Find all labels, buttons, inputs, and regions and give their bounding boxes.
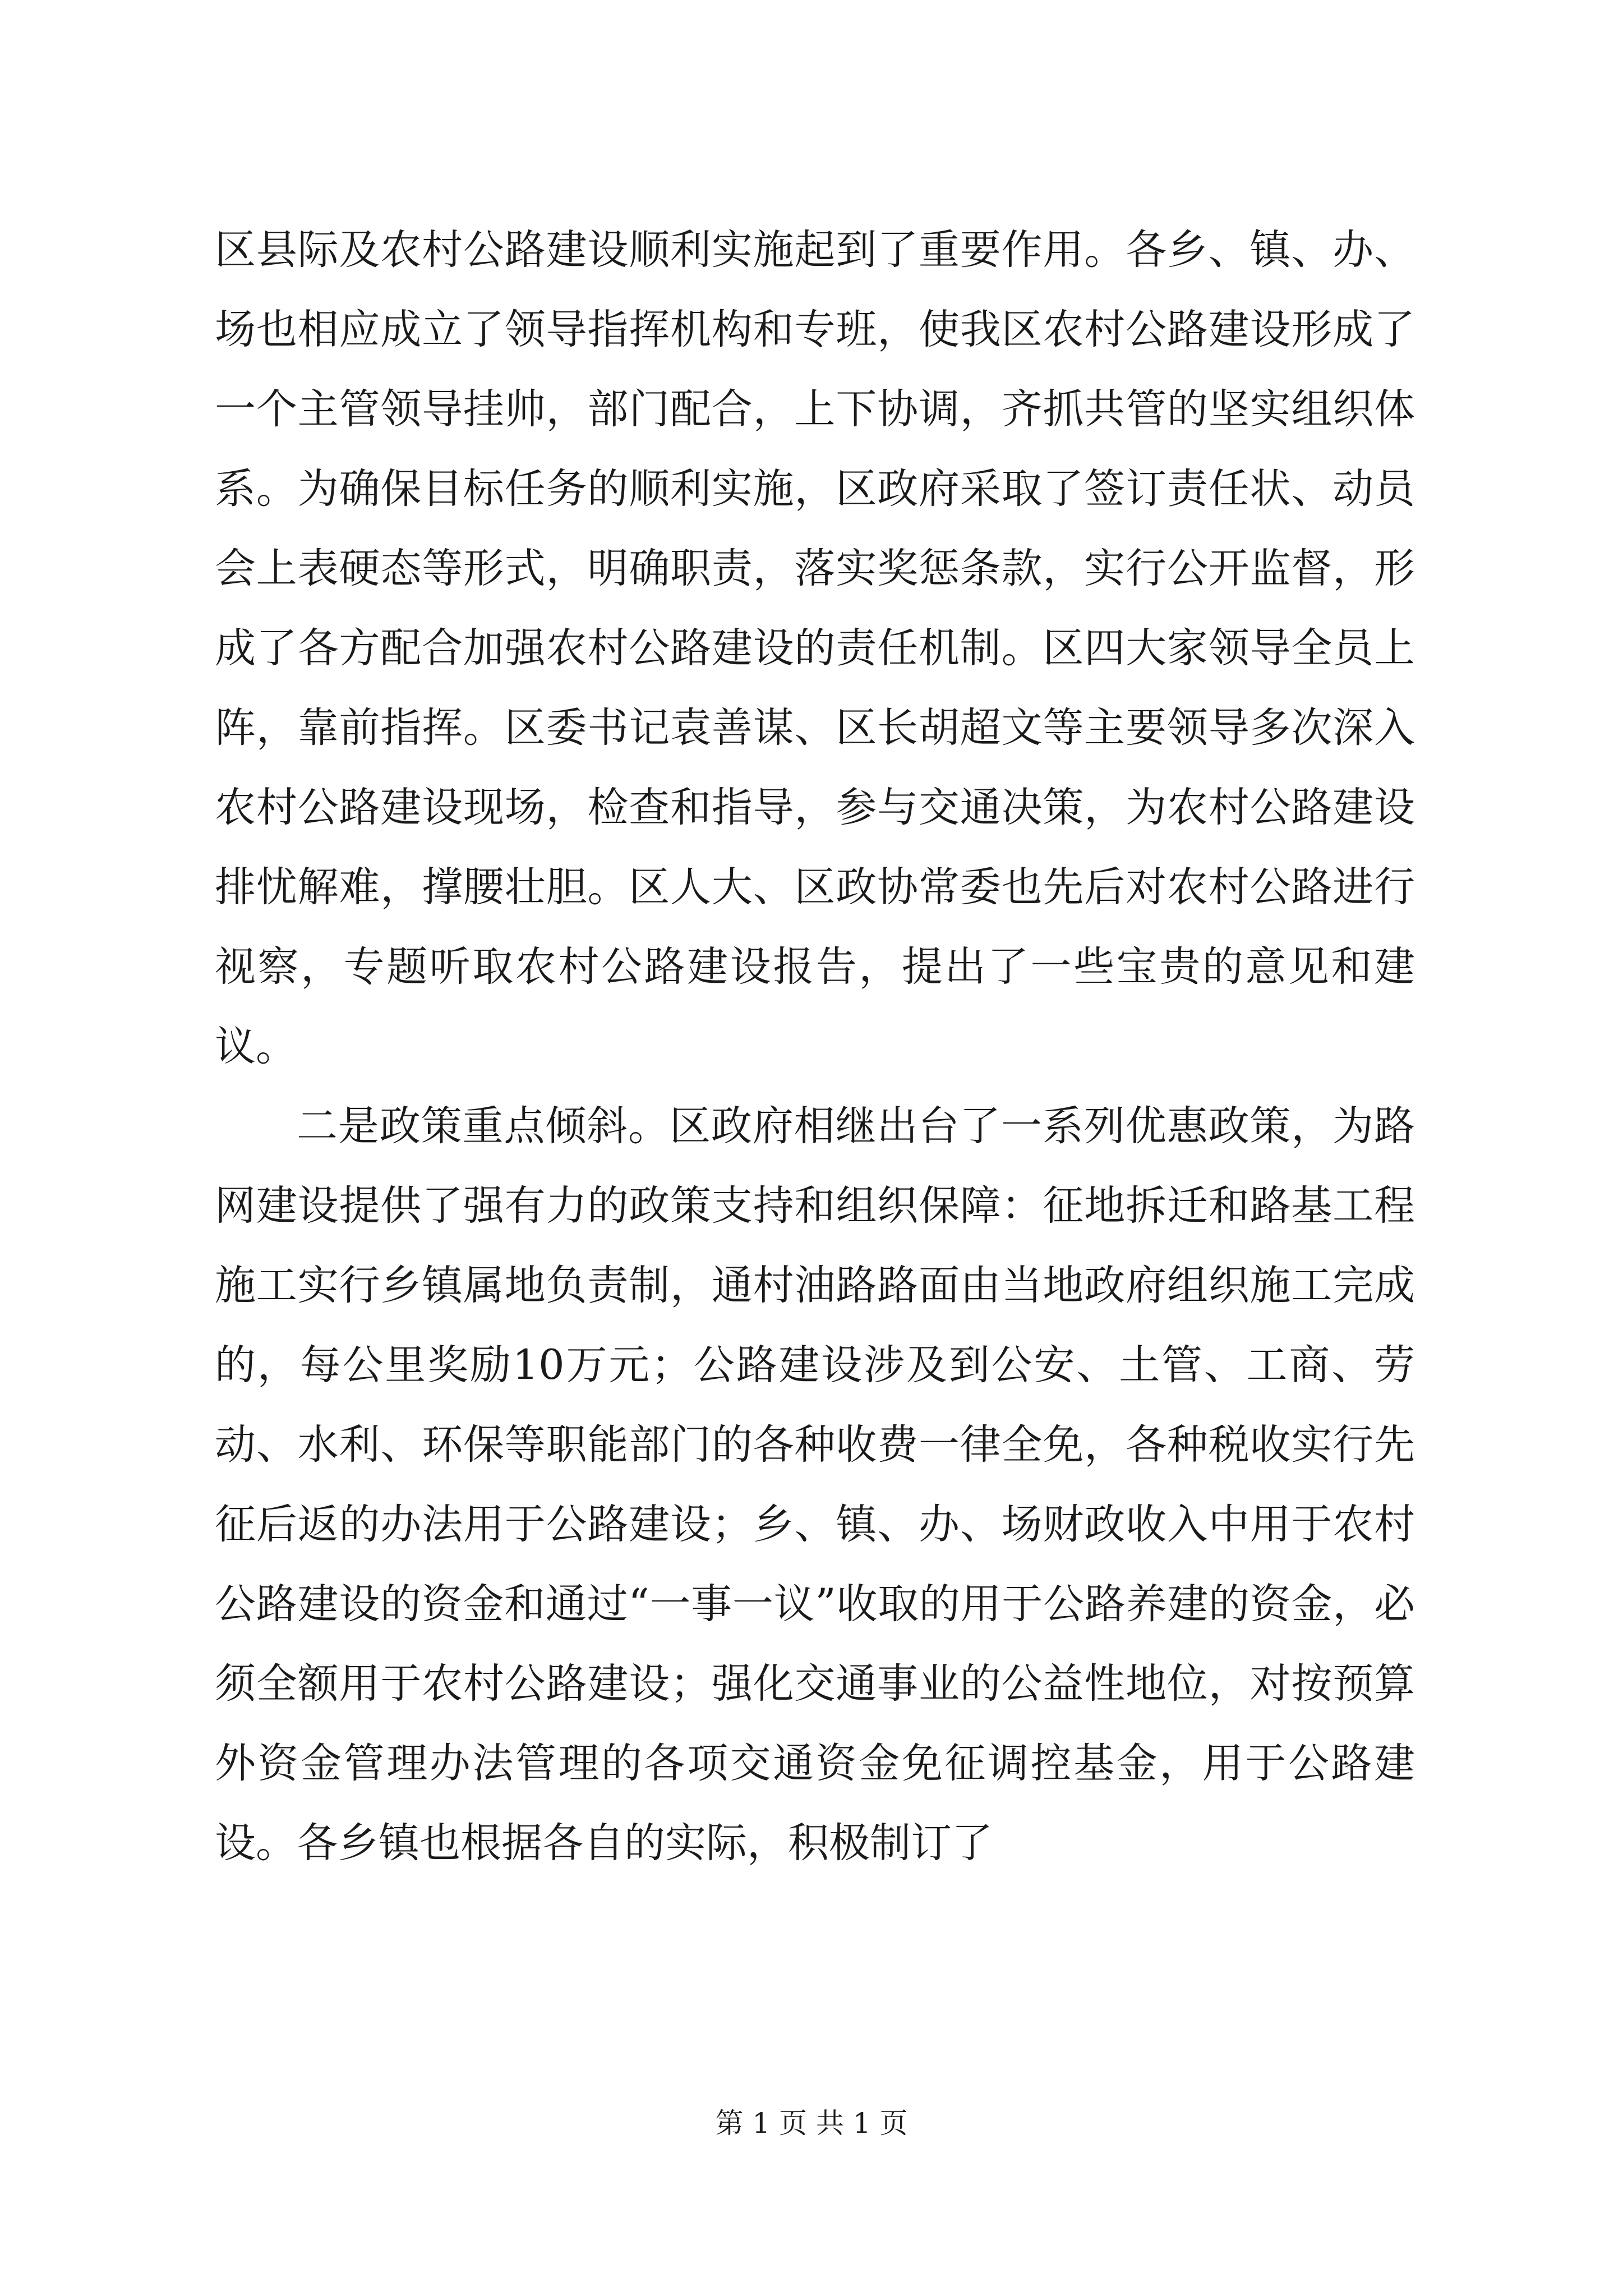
page-footer: 第 1 页 共 1 页 — [715, 2107, 908, 2139]
document-body — [215, 210, 1415, 1883]
paragraph-1: 区县际及农村公路建设顺利实施起到了重要作用。各乡、镇、办、场也相应成立了领导指挥机构和专班，使我区农村公路建设形成了一个主管领导挂帅，部门配合，上下协调，齐抓共管的坚实组织体系。为确保目标任务的顺利实施，区政府采取了签订责任状、动员会上表硬态等形式，明确职责，落实奖惩条款，实行公开监督，形成了各方配合加强农村公路建设的责任机制。区四大家领导全员上阵，靠前指挥。区委书记袁善谋、区长胡超文等主要领导多次深入农村公路建设现场，检查和指导，参与交通决策，为农村公路建设排忧解难，撑腰壮胆。区人大、区政协常委也先后对农村公路进行视察，专题听取农村公路建设报告，提出了一些宝贵的意见和建议。 — [215, 226, 1415, 1070]
paragraph-2: 二是政策重点倾斜。区政府相继出台了一系列优惠政策，为路网建设提供了强有力的政策支持和组织保障：征地拆迁和路基工程施工实行乡镇属地负责制，通村油路路面由当地政府组织施工完成的，每公里奖励10万元；公路建设涉及到公安、土管、工商、劳动、水利、环保等职能部门的各种收费一律全免，各种税收实行先征后返的办法用于公路建设；乡、镇、办、场财政收入中用于农村公路建设的资金和通过“一事一议”收取的用于公路养建的资金，必须全额用于农村公路建设；强化交通事业的公益性地位，对按预算外资金管理办法管理的各项交通资金免征调控基金，用于公路建设。各乡镇也根据各自的实际，积极制订了 — [215, 1102, 1415, 1867]
